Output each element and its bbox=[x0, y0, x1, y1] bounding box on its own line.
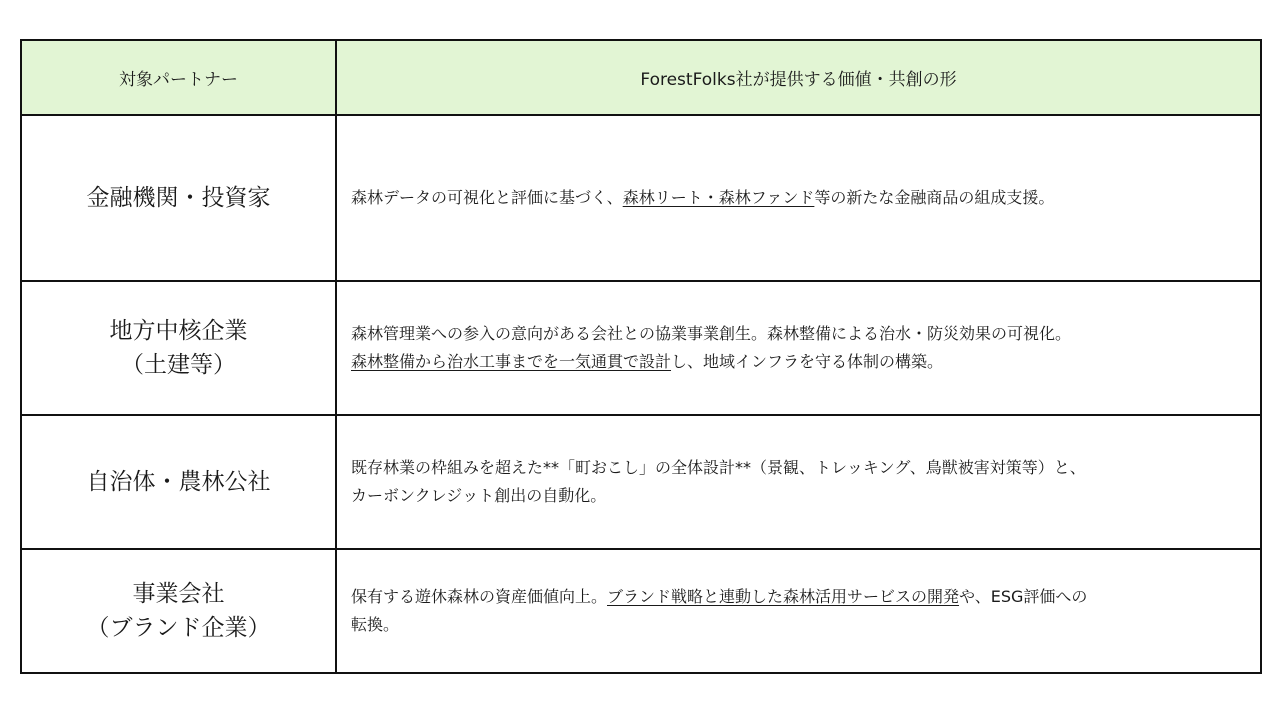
value-text: 森林データの可視化と評価に基づく、 bbox=[351, 188, 623, 207]
table-header-row bbox=[21, 40, 1261, 115]
partner-label-sub: （ブランド企業） bbox=[86, 615, 271, 641]
value-text: 転換。 bbox=[351, 615, 400, 634]
value-text: や、ESG評価への bbox=[959, 587, 1088, 606]
partner-label: 金融機関・投資家 bbox=[86, 185, 271, 211]
value-underlined-text: 森林リート・森林ファンド bbox=[622, 188, 815, 207]
value-cell-business bbox=[336, 549, 1261, 673]
partner-cell-regional bbox=[21, 281, 336, 415]
table-row bbox=[21, 115, 1261, 281]
partner-value-table bbox=[20, 39, 1262, 674]
partner-label: 地方中核企業 bbox=[109, 318, 248, 344]
header-partner: 対象パートナー bbox=[21, 40, 336, 115]
value-underlined-text: 森林整備から治水工事までを一気通貫で設計 bbox=[351, 352, 672, 371]
table-row bbox=[21, 281, 1261, 415]
value-text: 等の新たな金融商品の組成支援。 bbox=[814, 188, 1055, 207]
value-cell-regional bbox=[336, 281, 1261, 415]
partner-cell-municipal bbox=[21, 415, 336, 549]
value-underlined-text: ブランド戦略と連動した森林活用サービスの開発 bbox=[607, 587, 960, 606]
header-value: ForestFolks社が提供する価値・共創の形 bbox=[336, 40, 1261, 115]
value-text: し、地域インフラを守る体制の構築。 bbox=[671, 352, 944, 371]
value-text: 保有する遊休森林の資産価値向上。 bbox=[351, 587, 608, 606]
partner-label: 事業会社 bbox=[132, 581, 225, 607]
partner-cell-business bbox=[21, 549, 336, 673]
table-row bbox=[21, 415, 1261, 549]
table-row bbox=[21, 549, 1261, 673]
value-text: カーボンクレジット創出の自動化。 bbox=[351, 486, 607, 505]
value-text: 森林管理業への参入の意向がある会社との協業事業創生。森林整備による治水・防災効果の可視化。 bbox=[351, 324, 1072, 343]
value-text: 既存林業の枠組みを超えた**「町おこし」の全体設計**（景観、トレッキング、鳥獣被害対策等）と、 bbox=[351, 458, 1086, 477]
partner-cell-finance bbox=[21, 115, 336, 281]
value-cell-municipal bbox=[336, 415, 1261, 549]
value-cell-finance bbox=[336, 115, 1261, 281]
partner-label-sub: （土建等） bbox=[121, 352, 236, 378]
partner-label: 自治体・農林公社 bbox=[86, 469, 271, 495]
